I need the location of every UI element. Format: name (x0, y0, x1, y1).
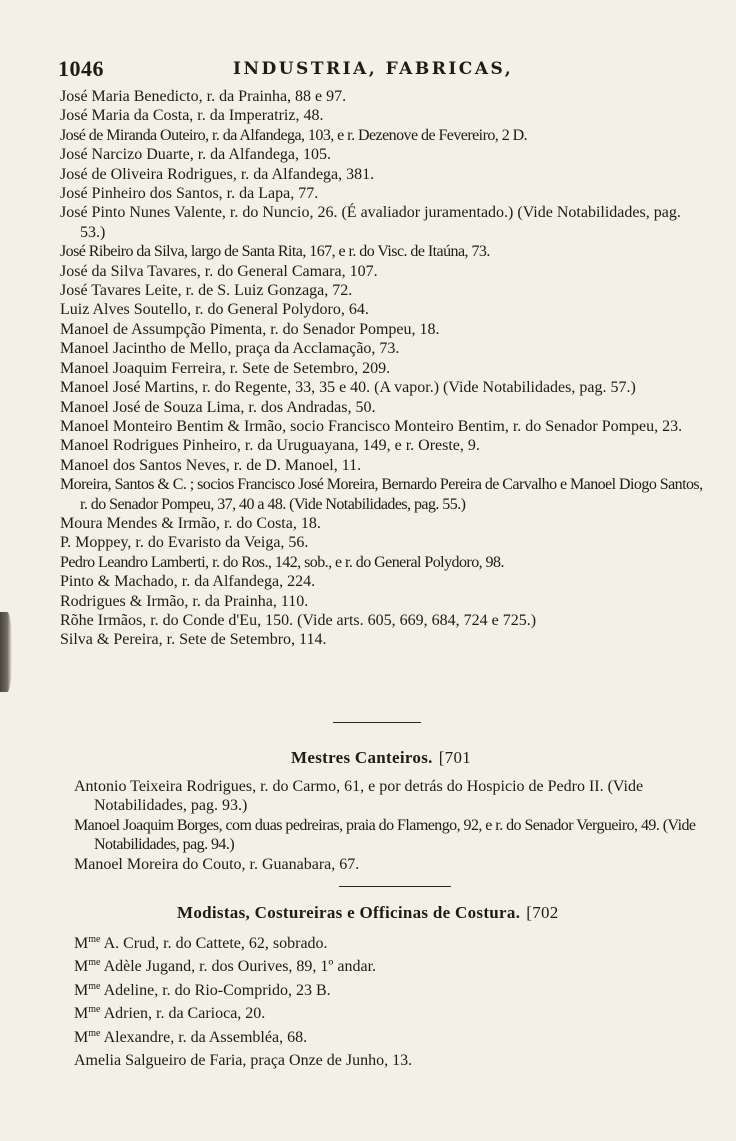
section-marker: [701 (438, 748, 472, 767)
list-item: José Pinheiro dos Santos, r. da Lapa, 77. (60, 185, 319, 203)
list-item: $M^{me}$ Adeline, r. do Rio-Comprido, 23 B. (74, 980, 331, 999)
list-item: Moura Mendes & Irmão, r. do Costa, 18. (60, 514, 321, 532)
entry-list-mestres-canteiros (74, 777, 704, 874)
list-item: Amelia Salgueiro de Faria, praça Onze de Junho, 13. (74, 1052, 413, 1070)
list-item: Manoel dos Santos Neves, r. de D. Manoel, 11. (60, 456, 362, 474)
list-item: $M^{me}$ A. Crud, r. do Cattete, 62, sobrado. (74, 934, 328, 952)
list-item: Pedro Leandro Lamberti, r. do Ros., 142, sob., e r. do General Polydoro, 98. (60, 553, 504, 571)
list-item: José Tavares Leite, r. de S. Luiz Gonzaga, 72. (60, 282, 353, 300)
list-item: Manoel Monteiro Bentim & Irmão, socio Francisco Monteiro Bentim, r. do Senador Pompeu, 23. (60, 417, 683, 435)
list-item: Manoel Moreira do Couto, r. Guanabara, 67. (74, 855, 360, 873)
list-item: Pinto & Machado, r. da Alfandega, 224. (60, 573, 316, 591)
list-item: José Narcizo Duarte, r. da Alfandega, 105. (60, 146, 332, 164)
list-item: Manoel Joaquim Ferreira, r. Sete de Setembro, 209. (60, 359, 391, 377)
list-item: Luiz Alves Soutello, r. do General Polydoro, 64. (60, 301, 369, 319)
section-heading-modistas (177, 903, 559, 923)
list-item: José Ribeiro da Silva, largo de Santa Rita, 167, e r. do Visc. de Itaúna, 73. (60, 243, 490, 261)
list-item: Manoel Rodrigues Pinheiro, r. da Uruguayana, 149, e r. Oreste, 9. (60, 437, 480, 455)
list-item: P. Moppey, r. do Evaristo da Veiga, 56. (60, 534, 309, 552)
entry-list-modistas (74, 930, 704, 1070)
list-item: José da Silva Tavares, r. do General Camara, 107. (60, 262, 378, 280)
list-item: José de Miranda Outeiro, r. da Alfandega, 103, e r. Dezenove de Fevereiro, 2 D. (60, 126, 528, 144)
page-header (58, 56, 698, 82)
running-title: INDUSTRIA, FABRICAS, (233, 59, 514, 79)
section-marker: [702 (526, 903, 559, 922)
entry-list-continued (60, 87, 710, 650)
section-heading-mestres-canteiros (291, 748, 471, 768)
page-number: 1046 (58, 56, 104, 81)
list-item: Manoel Joaquim Borges, com duas pedreiras, praia do Flamengo, 92, e r. do Senador Vergueiro, 49. (Vide Notabilidades, pag. 94.) (74, 816, 696, 854)
section-title: Modistas, Costureiras e Officinas de Costura. (177, 903, 521, 922)
list-item: Manoel de Assumpção Pimenta, r. do Senador Pompeu, 18. (60, 320, 440, 338)
list-item: $M^{me}$ Adrien, r. da Carioca, 20. (74, 1004, 266, 1023)
list-item: Manoel José Martins, r. do Regente, 33, 35 e 40. (A vapor.) (Vide Notabilidades, pag. 57.) (60, 379, 636, 397)
section-divider (333, 722, 421, 723)
list-item: José Maria Benedicto, r. da Prainha, 88 e 97. (60, 88, 347, 105)
list-item: $M^{me}$ Alexandre, r. da Assembléa, 68. (74, 1027, 308, 1046)
list-item: Manoel Jacintho de Mello, praça da Acclamação, 73. (60, 340, 400, 358)
binding-edge-mark (0, 612, 12, 692)
list-item: Antonio Teixeira Rodrigues, r. do Carmo, 61, e por detrás do Hospicio de Pedro II. (Vide Notabilidades, pag. 93.) (74, 778, 644, 815)
list-item: José Pinto Nunes Valente, r. do Nuncio, 26. (É avaliador juramentado.) (Vide Notabilidades, pag. 53.) (60, 204, 681, 241)
list-item: Manoel José de Souza Lima, r. dos Andradas, 50. (60, 398, 376, 416)
list-item: José Maria da Costa, r. da Imperatriz, 48. (60, 107, 324, 125)
list-item: $M^{me}$ Adèle Jugand, r. dos Ourives, 89, 1º andar. (74, 957, 377, 976)
list-item: José de Oliveira Rodrigues, r. da Alfandega, 381. (60, 165, 375, 183)
section-divider (339, 886, 451, 887)
section-title: Mestres Canteiros. (291, 748, 433, 767)
list-item: Silva & Pereira, r. Sete de Setembro, 114. (60, 631, 327, 649)
list-item: Moreira, Santos & C. ; socios Francisco José Moreira, Bernardo Pereira de Carvalho e Manoel Diogo Santos, r. do Senador Pompeu, 37, 40 a 48. (Vide Notabilidades, pag. 55.) (60, 476, 703, 513)
list-item: Rodrigues & Irmão, r. da Prainha, 110. (60, 592, 309, 610)
list-item: Rõhe Irmãos, r. do Conde d'Eu, 150. (Vide arts. 605, 669, 684, 724 e 725.) (60, 611, 537, 629)
